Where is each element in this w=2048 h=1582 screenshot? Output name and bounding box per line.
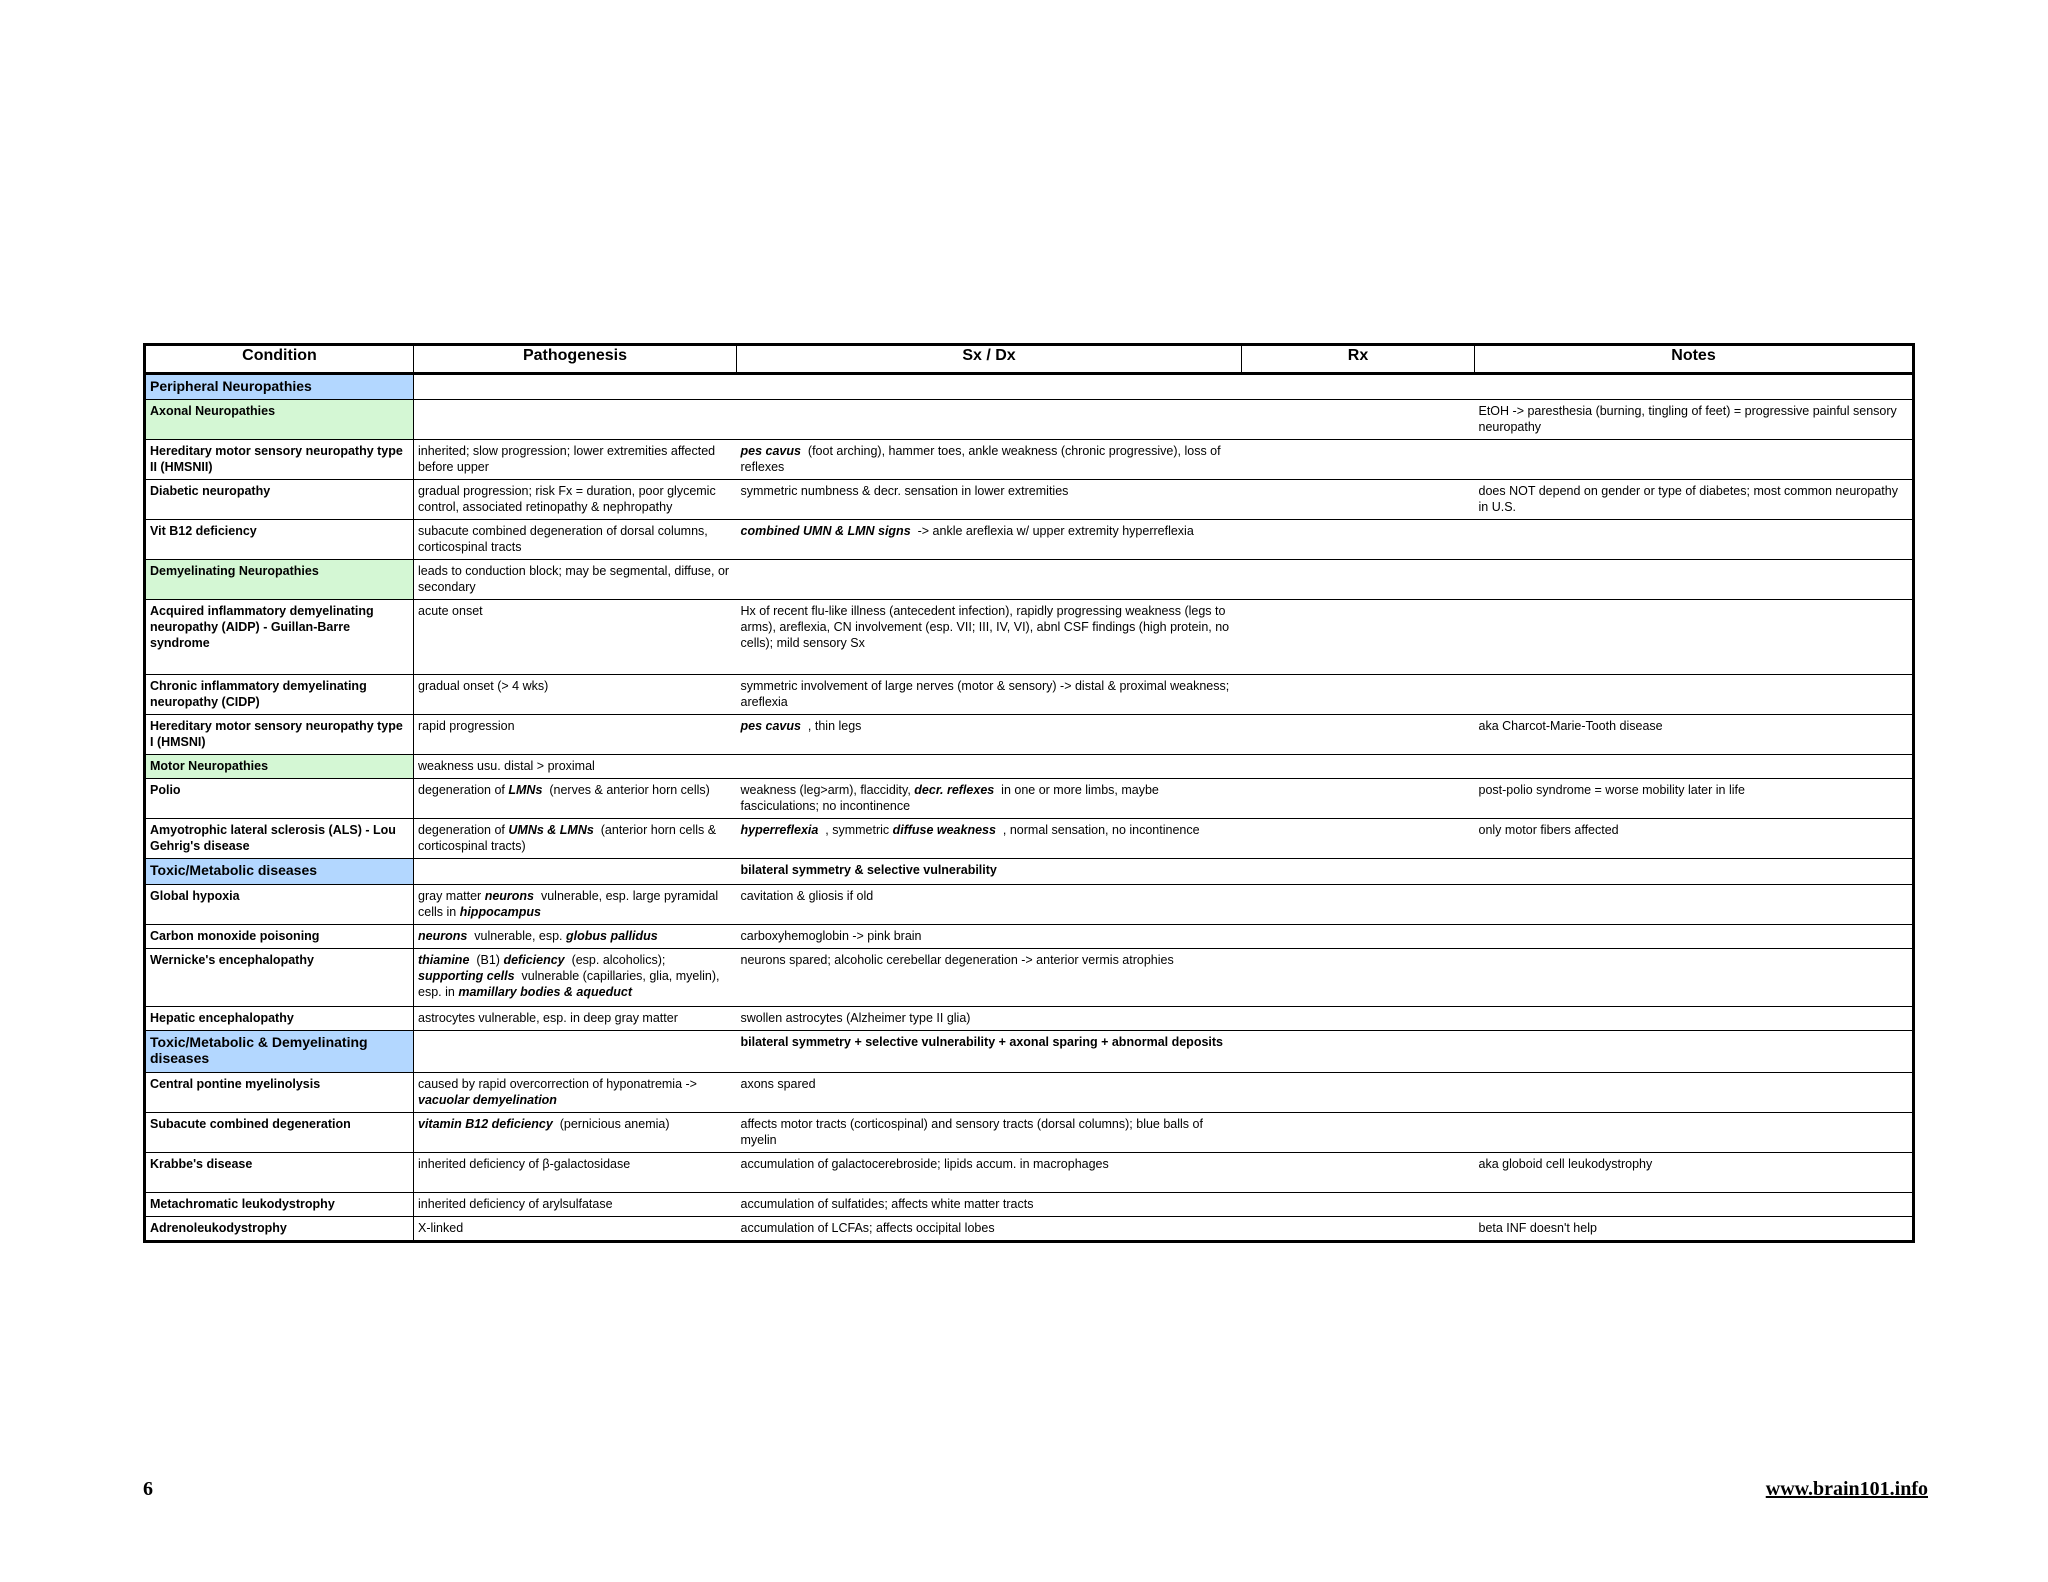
table-row bbox=[145, 1193, 1914, 1217]
rx-cell bbox=[1242, 755, 1475, 779]
pathogenesis-emphasis: hippocampus bbox=[459, 905, 541, 919]
pathogenesis-text: (B1) bbox=[476, 953, 500, 967]
sxdx-cell: accumulation of sulfatides; affects white matter tracts bbox=[737, 1193, 1242, 1217]
pathogenesis-cell bbox=[414, 925, 737, 949]
sxdx-cell bbox=[737, 560, 1242, 600]
subsection-heading: Axonal Neuropathies bbox=[145, 400, 414, 440]
condition-cell: Krabbe's disease bbox=[145, 1153, 414, 1193]
header-rx: Rx bbox=[1242, 345, 1475, 374]
notes-cell bbox=[1475, 859, 1914, 885]
condition-cell: Central pontine myelinolysis bbox=[145, 1073, 414, 1113]
pathogenesis-text: degeneration of bbox=[418, 823, 505, 837]
rx-cell bbox=[1242, 400, 1475, 440]
pathogenesis-emphasis: supporting cells bbox=[418, 969, 515, 983]
sxdx-emphasis: diffuse weakness bbox=[892, 823, 996, 837]
sxdx-cell bbox=[737, 440, 1242, 480]
pathogenesis-text: (anterior horn cells & corticospinal tracts) bbox=[418, 823, 717, 853]
table-row bbox=[145, 755, 1914, 779]
table-row bbox=[145, 600, 1914, 675]
pathogenesis-emphasis: globus pallidus bbox=[566, 929, 658, 943]
notes-cell bbox=[1475, 949, 1914, 1007]
table-row bbox=[145, 1031, 1914, 1073]
pathogenesis-cell bbox=[414, 400, 737, 440]
rx-cell bbox=[1242, 925, 1475, 949]
pathogenesis-cell: rapid progression bbox=[414, 715, 737, 755]
condition-cell: Diabetic neuropathy bbox=[145, 480, 414, 520]
notes-cell bbox=[1475, 1113, 1914, 1153]
section-heading: Peripheral Neuropathies bbox=[145, 374, 414, 400]
notes-cell bbox=[1475, 520, 1914, 560]
rx-cell bbox=[1242, 1193, 1475, 1217]
pathogenesis-cell: gradual onset (> 4 wks) bbox=[414, 675, 737, 715]
condition-cell: Carbon monoxide poisoning bbox=[145, 925, 414, 949]
sxdx-cell: symmetric involvement of large nerves (motor & sensory) -> distal & proximal weakness; areflexia bbox=[737, 675, 1242, 715]
table-row bbox=[145, 779, 1914, 819]
sxdx-text: -> ankle areflexia w/ upper extremity hyperreflexia bbox=[917, 524, 1194, 538]
notes-cell bbox=[1475, 560, 1914, 600]
pathogenesis-text: (pernicious anemia) bbox=[559, 1117, 670, 1131]
condition-cell: Amyotrophic lateral sclerosis (ALS) - Lou Gehrig's disease bbox=[145, 819, 414, 859]
sxdx-cell: symmetric numbness & decr. sensation in lower extremities bbox=[737, 480, 1242, 520]
condition-cell: Global hypoxia bbox=[145, 885, 414, 925]
table-row bbox=[145, 480, 1914, 520]
rx-cell bbox=[1242, 374, 1475, 400]
condition-cell: Subacute combined degeneration bbox=[145, 1113, 414, 1153]
rx-cell bbox=[1242, 859, 1475, 885]
table-row bbox=[145, 520, 1914, 560]
pathogenesis-cell: leads to conduction block; may be segmental, diffuse, or secondary bbox=[414, 560, 737, 600]
table-row bbox=[145, 400, 1914, 440]
condition-cell: Adrenoleukodystrophy bbox=[145, 1217, 414, 1242]
notes-cell bbox=[1475, 1193, 1914, 1217]
table-row bbox=[145, 440, 1914, 480]
rx-cell bbox=[1242, 885, 1475, 925]
notes-cell: does NOT depend on gender or type of diabetes; most common neuropathy in U.S. bbox=[1475, 480, 1914, 520]
table-row bbox=[145, 1153, 1914, 1193]
rx-cell bbox=[1242, 480, 1475, 520]
sxdx-emphasis: decr. reflexes bbox=[914, 783, 995, 797]
notes-cell bbox=[1475, 1007, 1914, 1031]
pathogenesis-cell: X-linked bbox=[414, 1217, 737, 1242]
pathogenesis-cell bbox=[414, 1031, 737, 1073]
pathogenesis-cell: subacute combined degeneration of dorsal columns, corticospinal tracts bbox=[414, 520, 737, 560]
notes-cell bbox=[1475, 885, 1914, 925]
sxdx-cell bbox=[737, 779, 1242, 819]
sxdx-text: , normal sensation, no incontinence bbox=[1002, 823, 1200, 837]
notes-cell: EtOH -> paresthesia (burning, tingling of feet) = progressive painful sensory neuropathy bbox=[1475, 400, 1914, 440]
notes-cell bbox=[1475, 374, 1914, 400]
pathogenesis-cell bbox=[414, 1113, 737, 1153]
table-row bbox=[145, 859, 1914, 885]
subsection-heading: Demyelinating Neuropathies bbox=[145, 560, 414, 600]
footer-url-link[interactable]: www.brain101.info bbox=[1765, 1478, 1928, 1500]
sxdx-cell: neurons spared; alcoholic cerebellar degeneration -> anterior vermis atrophies bbox=[737, 949, 1242, 1007]
sxdx-cell bbox=[737, 374, 1242, 400]
condition-cell: Polio bbox=[145, 779, 414, 819]
sxdx-cell: accumulation of LCFAs; affects occipital lobes bbox=[737, 1217, 1242, 1242]
table-row bbox=[145, 560, 1914, 600]
rx-cell bbox=[1242, 715, 1475, 755]
sxdx-cell: carboxyhemoglobin -> pink brain bbox=[737, 925, 1242, 949]
pathogenesis-cell: inherited; slow progression; lower extremities affected before upper bbox=[414, 440, 737, 480]
sxdx-cell bbox=[737, 819, 1242, 859]
sxdx-cell: accumulation of galactocerebroside; lipids accum. in macrophages bbox=[737, 1153, 1242, 1193]
sxdx-cell: swollen astrocytes (Alzheimer type II glia) bbox=[737, 1007, 1242, 1031]
sxdx-text: , thin legs bbox=[807, 719, 862, 733]
notes-cell: only motor fibers affected bbox=[1475, 819, 1914, 859]
sxdx-cell: axons spared bbox=[737, 1073, 1242, 1113]
sxdx-emphasis: pes cavus bbox=[740, 719, 801, 733]
rx-cell bbox=[1242, 520, 1475, 560]
pathogenesis-cell: weakness usu. distal > proximal bbox=[414, 755, 737, 779]
sxdx-text: (foot arching), hammer toes, ankle weakness (chronic progressive), loss of reflexes bbox=[740, 444, 1221, 474]
pathogenesis-text: vulnerable, esp. large pyramidal cells in bbox=[418, 889, 719, 919]
table-header-row bbox=[145, 345, 1914, 374]
sxdx-emphasis: combined UMN & LMN signs bbox=[740, 524, 911, 538]
sxdx-cell: bilateral symmetry & selective vulnerability bbox=[737, 859, 1242, 885]
rx-cell bbox=[1242, 1007, 1475, 1031]
section-heading: Toxic/Metabolic diseases bbox=[145, 859, 414, 885]
notes-cell bbox=[1475, 755, 1914, 779]
sxdx-cell bbox=[737, 400, 1242, 440]
rx-cell bbox=[1242, 1217, 1475, 1242]
pathogenesis-text: vulnerable (capillaries, glia, myelin), esp. in bbox=[418, 969, 720, 999]
pathogenesis-cell bbox=[414, 779, 737, 819]
notes-cell: beta INF doesn't help bbox=[1475, 1217, 1914, 1242]
sxdx-emphasis: pes cavus bbox=[740, 444, 801, 458]
pathogenesis-emphasis: vacuolar demyelination bbox=[418, 1093, 557, 1107]
pathogenesis-cell: astrocytes vulnerable, esp. in deep gray matter bbox=[414, 1007, 737, 1031]
pathogenesis-cell: acute onset bbox=[414, 600, 737, 675]
condition-cell: Vit B12 deficiency bbox=[145, 520, 414, 560]
condition-cell: Chronic inflammatory demyelinating neuropathy (CIDP) bbox=[145, 675, 414, 715]
pathogenesis-cell bbox=[414, 859, 737, 885]
condition-cell: Hepatic encephalopathy bbox=[145, 1007, 414, 1031]
condition-cell: Wernicke's encephalopathy bbox=[145, 949, 414, 1007]
condition-cell: Acquired inflammatory demyelinating neuropathy (AIDP) - Guillan-Barre syndrome bbox=[145, 600, 414, 675]
table-row bbox=[145, 715, 1914, 755]
header-sxdx: Sx / Dx bbox=[737, 345, 1242, 374]
table-row bbox=[145, 374, 1914, 400]
pathogenesis-text: gradual progression; risk Fx = duration, poor glycemic control, associated retinopathy & nephropathy bbox=[418, 484, 716, 514]
header-notes: Notes bbox=[1475, 345, 1914, 374]
notes-cell: aka globoid cell leukodystrophy bbox=[1475, 1153, 1914, 1193]
table-row bbox=[145, 1007, 1914, 1031]
notes-cell: post-polio syndrome = worse mobility later in life bbox=[1475, 779, 1914, 819]
pathogenesis-cell bbox=[414, 480, 737, 520]
notes-cell bbox=[1475, 600, 1914, 675]
notes-cell bbox=[1475, 925, 1914, 949]
sxdx-emphasis: hyperreflexia bbox=[740, 823, 819, 837]
notes-cell bbox=[1475, 1073, 1914, 1113]
pathogenesis-emphasis: neurons bbox=[484, 889, 535, 903]
condition-cell: Hereditary motor sensory neuropathy type II (HMSNII) bbox=[145, 440, 414, 480]
table-row bbox=[145, 949, 1914, 1007]
table-row bbox=[145, 1113, 1914, 1153]
notes-cell: aka Charcot-Marie-Tooth disease bbox=[1475, 715, 1914, 755]
pathogenesis-cell bbox=[414, 949, 737, 1007]
subsection-heading: Motor Neuropathies bbox=[145, 755, 414, 779]
pathogenesis-cell: inherited deficiency of β-galactosidase bbox=[414, 1153, 737, 1193]
pathogenesis-text: (nerves & anterior horn cells) bbox=[549, 783, 710, 797]
rx-cell bbox=[1242, 600, 1475, 675]
sxdx-cell bbox=[737, 715, 1242, 755]
pathogenesis-cell bbox=[414, 885, 737, 925]
sxdx-text: in one or more limbs, maybe fasciculations; no incontinence bbox=[740, 783, 1159, 813]
pathogenesis-emphasis: UMNs & LMNs bbox=[508, 823, 594, 837]
rx-cell bbox=[1242, 949, 1475, 1007]
pathogenesis-text: gray matter bbox=[418, 889, 482, 903]
sxdx-cell: Hx of recent flu-like illness (antecedent infection), rapidly progressing weakness (legs to arms), areflexia, CN involvement (esp. VII; III, IV, VI), abnl CSF findings (high protein, no cells); mild sensory Sx bbox=[737, 600, 1242, 675]
sxdx-cell bbox=[737, 755, 1242, 779]
neuropathy-table bbox=[143, 343, 1915, 1243]
sxdx-text: weakness (leg>arm), flaccidity, bbox=[740, 783, 911, 797]
header-condition: Condition bbox=[145, 345, 414, 374]
table-row bbox=[145, 675, 1914, 715]
sxdx-cell: cavitation & gliosis if old bbox=[737, 885, 1242, 925]
pathogenesis-cell bbox=[414, 374, 737, 400]
pathogenesis-cell: inherited deficiency of arylsulfatase bbox=[414, 1193, 737, 1217]
rx-cell bbox=[1242, 779, 1475, 819]
table-row bbox=[145, 885, 1914, 925]
pathogenesis-text: degeneration of bbox=[418, 783, 505, 797]
pathogenesis-text: (esp. alcoholics); bbox=[571, 953, 666, 967]
header-pathogenesis: Pathogenesis bbox=[414, 345, 737, 374]
rx-cell bbox=[1242, 1153, 1475, 1193]
table-row bbox=[145, 925, 1914, 949]
pathogenesis-emphasis: mamillary bodies & aqueduct bbox=[458, 985, 632, 999]
sxdx-text: , symmetric bbox=[825, 823, 890, 837]
pathogenesis-text: vulnerable, esp. bbox=[474, 929, 563, 943]
sxdx-cell: affects motor tracts (corticospinal) and sensory tracts (dorsal columns); blue balls of myelin bbox=[737, 1113, 1242, 1153]
table-row bbox=[145, 1073, 1914, 1113]
condition-cell: Metachromatic leukodystrophy bbox=[145, 1193, 414, 1217]
page-number: 6 bbox=[143, 1478, 153, 1500]
rx-cell bbox=[1242, 1031, 1475, 1073]
notes-cell bbox=[1475, 1031, 1914, 1073]
rx-cell bbox=[1242, 675, 1475, 715]
rx-cell bbox=[1242, 1073, 1475, 1113]
sxdx-cell: bilateral symmetry + selective vulnerability + axonal sparing + abnormal deposits bbox=[737, 1031, 1242, 1073]
sxdx-cell bbox=[737, 520, 1242, 560]
rx-cell bbox=[1242, 440, 1475, 480]
table-row bbox=[145, 1217, 1914, 1242]
pathogenesis-text: caused by rapid overcorrection of hyponatremia -> bbox=[418, 1077, 697, 1091]
rx-cell bbox=[1242, 819, 1475, 859]
pathogenesis-emphasis: vitamin B12 deficiency bbox=[418, 1117, 553, 1131]
pathogenesis-cell bbox=[414, 1073, 737, 1113]
pathogenesis-emphasis: neurons bbox=[418, 929, 468, 943]
notes-cell bbox=[1475, 440, 1914, 480]
table-row bbox=[145, 819, 1914, 859]
rx-cell bbox=[1242, 1113, 1475, 1153]
pathogenesis-emphasis: deficiency bbox=[503, 953, 565, 967]
rx-cell bbox=[1242, 560, 1475, 600]
condition-cell: Hereditary motor sensory neuropathy type I (HMSNI) bbox=[145, 715, 414, 755]
pathogenesis-emphasis: LMNs bbox=[508, 783, 543, 797]
pathogenesis-cell bbox=[414, 819, 737, 859]
section-heading: Toxic/Metabolic & Demyelinating diseases bbox=[145, 1031, 414, 1073]
pathogenesis-emphasis: thiamine bbox=[418, 953, 470, 967]
notes-cell bbox=[1475, 675, 1914, 715]
